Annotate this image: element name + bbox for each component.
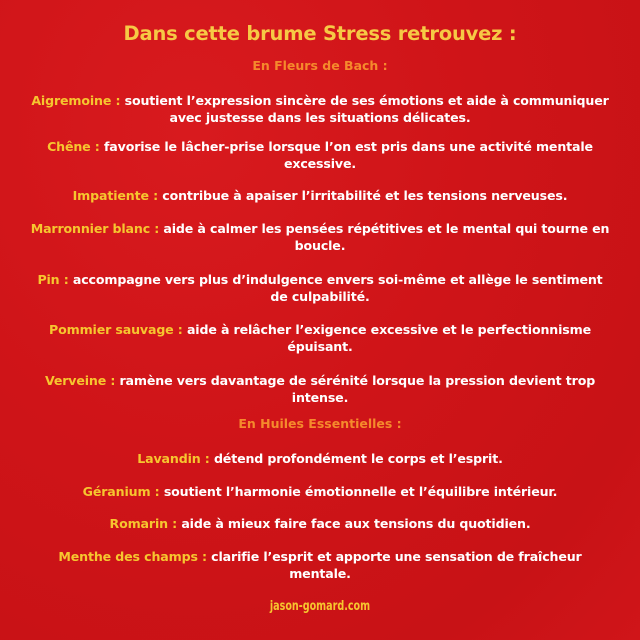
remedy-description: aide à relâcher l’exigence excessive et le perfectionnisme épuisant. — [186, 322, 591, 354]
oil-description: aide à mieux faire face aux tensions du quotidien. — [181, 516, 531, 531]
oil-name: Lavandin : — [137, 451, 210, 466]
remedy-name: Pin : — [37, 272, 69, 287]
remedy-name: Pommier sauvage : — [49, 322, 183, 337]
page-title: Dans cette brume Stress retrouvez : — [123, 22, 517, 45]
oil-item — [30, 450, 610, 467]
remedy-name: Impatiente : — [72, 188, 158, 203]
remedy-name: Marronnier blanc : — [30, 221, 160, 236]
remedy-item — [30, 271, 610, 305]
section-heading-bach: En Fleurs de Bach : — [252, 58, 388, 73]
oil-name: Menthe des champs : — [58, 549, 207, 564]
remedy-item — [30, 321, 610, 355]
oil-item — [30, 483, 610, 500]
oil-item — [30, 548, 610, 582]
remedy-description: favorise le lâcher-prise lorsque l’on est pris dans une activité mentale excessive. — [103, 139, 593, 171]
oil-item — [30, 515, 610, 532]
oil-description: détend profondément le corps et l’esprit. — [213, 451, 503, 466]
remedy-name: Aigremoine : — [31, 93, 121, 108]
remedy-description: accompagne vers plus d’indulgence envers soi-même et allège le sentiment de culpabilité. — [72, 272, 603, 304]
remedy-description: ramène vers davantage de sérénité lorsque la pression devient trop intense. — [119, 373, 596, 405]
remedy-description: soutient l’expression sincère de ses émotions et aide à communiquer avec justesse dans les situations délicates. — [124, 93, 609, 125]
website-link[interactable]: jason-gomard.com — [269, 599, 371, 614]
remedy-item — [30, 92, 610, 126]
oil-name: Géranium : — [82, 484, 160, 499]
remedy-name: Verveine : — [44, 373, 116, 388]
remedy-item — [30, 372, 610, 406]
oil-name: Romarin : — [109, 516, 178, 531]
remedy-item — [30, 220, 610, 254]
remedy-description: contribue à apaiser l’irritabilité et les tensions nerveuses. — [162, 188, 568, 203]
remedy-item — [30, 138, 610, 172]
section-heading-essential-oils: En Huiles Essentielles : — [238, 416, 402, 431]
remedy-description: aide à calmer les pensées répétitives et le mental qui tourne en boucle. — [163, 221, 610, 253]
oil-description: soutient l’harmonie émotionnelle et l’équilibre intérieur. — [163, 484, 558, 499]
remedy-name: Chêne : — [47, 139, 100, 154]
remedy-item — [30, 187, 610, 204]
oil-description: clarifie l’esprit et apporte une sensation de fraîcheur mentale. — [211, 549, 582, 581]
